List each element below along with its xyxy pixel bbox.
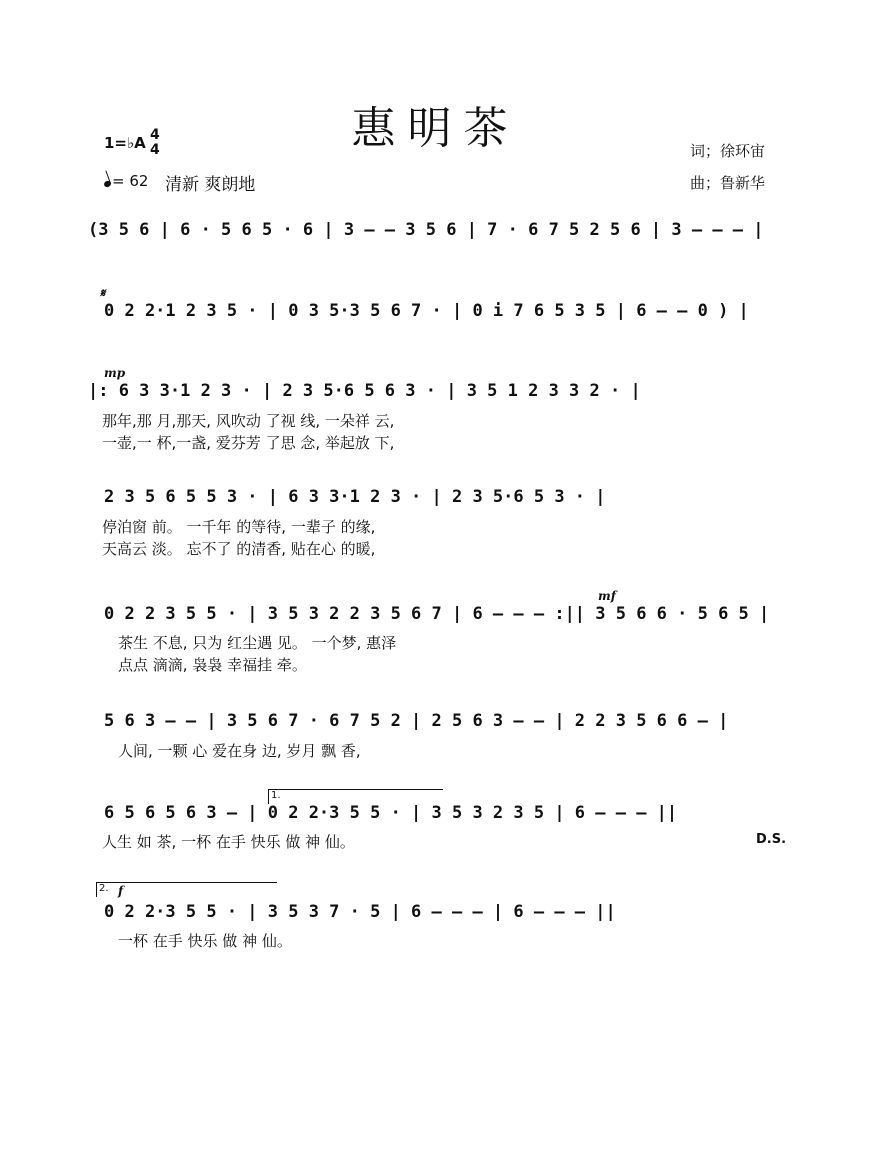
tempo-marking [104,172,148,190]
score-row-8: 0 2 2·3 5 5 · | 3 5 3 7 · 5 | 6 – – – | 6 – – – || [104,902,616,922]
composer-credit: 曲；鲁新华 [690,174,766,192]
lyrics-row-5-verse-2: 点点 滴滴, 袅袅 幸福挂 牵。 [118,656,307,674]
song-title: 惠明茶 [351,103,520,154]
lyrics-row-3-verse-1: 那年,那 月,那天, 风吹动 了视 线, 一朵祥 云, [102,412,395,430]
score-row-7: 6 5 6 5 6 3 – | 0 2 2·3 5 5 · | 3 5 3 2 3 5 | 6 – – – || [104,803,678,823]
lyrics-row-7: 人生 如 茶, 一杯 在手 快乐 做 神 仙。 [102,833,355,851]
score-row-4: 2 3 5 6 5 5 3 · | 6 3 3·1 2 3 · | 2 3 5·6 5 3 · | [104,487,606,507]
time-signature-bottom: 4 [150,142,160,158]
score-row-3: |: 6 3 3·1 2 3 · | 2 3 5·6 5 6 3 · | 3 5 1 2 3 3 2 · | [88,381,641,401]
lyrics-row-5-verse-1: 茶生 不息, 只为 红尘遇 见。 一个梦, 惠泽 [118,634,397,652]
score-row-6: 5 6 3 – – | 3 5 6 7 · 6 7 5 2 | 2 5 6 3 – – | 2 2 3 5 6 6 – | [104,711,729,731]
score-row-1: (3 5 6 | 6 · 5 6 5 · 6 | 3 – – 3 5 6 | 7 · 6 7 5 2 5 6 | 3 – – – | [88,220,764,240]
time-signature [150,128,160,158]
score-row-2: 0 2 2·1 2 3 5 · | 0 3 5·3 5 6 7 · | 0 i 7 6 5 3 5 | 6 – – 0 ) | [104,301,749,321]
expression-marking: 清新 爽朗地 [165,175,256,195]
dynamic-mp: mp [104,366,126,380]
dynamic-mf: mf [598,589,616,603]
quarter-note-icon [103,180,112,188]
lyrics-row-6: 人间, 一颗 心 爱在身 边, 岁月 飘 香, [118,742,361,760]
lyrics-row-8: 一杯 在手 快乐 做 神 仙。 [118,932,292,950]
second-ending-bracket: 2. [96,882,277,897]
dal-segno-mark: D.S. [756,832,787,847]
lyricist-credit: 词；徐环宙 [690,142,766,160]
key-signature: 1=♭A [104,134,146,152]
time-signature-top: 4 [150,127,160,143]
dynamic-f: f [118,884,124,898]
tempo-value: = 62 [112,172,149,190]
lyrics-row-3-verse-2: 一壶,一 杯,一盏, 爱芬芳 了思 念, 举起放 下, [102,434,395,452]
first-ending-bracket: 1. [268,789,443,804]
segno-mark: 𝄋 [100,286,106,300]
lyrics-row-4-verse-1: 停泊窗 前。 一千年 的等待, 一辈子 的缘, [102,518,376,536]
lyrics-row-4-verse-2: 天高云 淡。 忘不了 的清香, 贴在心 的暖, [102,540,376,558]
score-row-5: 0 2 2 3 5 5 · | 3 5 3 2 2 3 5 6 7 | 6 – – – :|| 3 5 6 6 · 5 6 5 | [104,604,770,624]
